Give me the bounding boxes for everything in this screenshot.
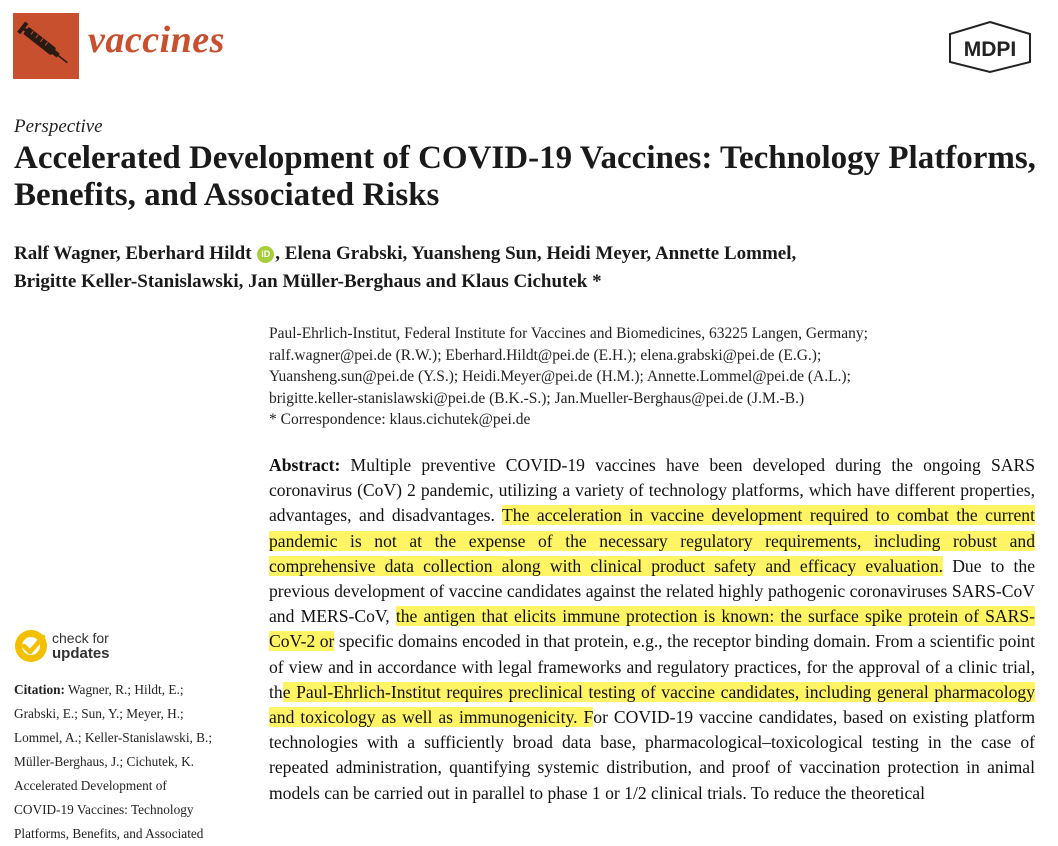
author-list bbox=[14, 240, 1014, 296]
abstract-text: Due to the previous development of vaccine candidates against the related highly pathogenic coronaviruses SARS-CoV and MERS-CoV, bbox=[269, 555, 1036, 627]
citation-line: Lommel, A.; Keller-Stanislawski, B.; bbox=[14, 730, 213, 745]
updates-line2: updates bbox=[52, 645, 110, 662]
abstract-text: specific domains encoded in that protein, e.g., the receptor binding domain. From a scientific point of view and in accordance with legal frameworks and regulatory practices, for the approval of a clinic trial, th bbox=[269, 631, 1035, 702]
citation-line: Grabski, E.; Sun, Y.; Meyer, H.; bbox=[14, 706, 184, 721]
citation-line: Müller-Berghaus, J.; Cichutek, K. bbox=[14, 754, 195, 769]
citation-label: Citation: bbox=[14, 682, 65, 697]
citation-line: Platforms, Benefits, and Associated bbox=[14, 826, 204, 841]
authors-line2: Brigitte Keller-Stanislawski, Jan Müller-Berghaus and Klaus Cichutek * bbox=[14, 271, 602, 292]
journal-logo[interactable] bbox=[13, 13, 79, 79]
publisher-name: MDPI bbox=[963, 38, 1017, 61]
journal-name[interactable]: vaccines bbox=[88, 19, 225, 61]
affiliation-line: Paul-Ehrlich-Institut, Federal Institute for Vaccines and Biomedicines, 63225 Langen, Germany; bbox=[269, 325, 868, 342]
syringe-icon bbox=[13, 13, 79, 79]
updates-line1: check for bbox=[52, 630, 109, 646]
abstract-label: Abstract: bbox=[269, 455, 341, 475]
citation-line: Accelerated Development of bbox=[14, 778, 167, 793]
publisher-logo[interactable] bbox=[948, 20, 1032, 74]
highlighted-text[interactable]: The acceleration in vaccine development required to combat the current pandemic is not at the expense of the necessary regulatory requirements, including robust and comprehensive data collection along with clinical product safety and efficacy evaluation. bbox=[269, 505, 1035, 576]
affiliation-block bbox=[269, 323, 1029, 431]
abstract-text: or COVID-19 vaccine candidates, based on existing platform technologies with a sufficiently broad data base, pharmacological–toxicological testing in the case of repeated administration, quantifying systemic distribution, and proof of vaccination protection in animal models can be carried out in parallel to phase 1 or 1/2 clinical trials. To reduce the theoretical bbox=[269, 707, 1036, 803]
affiliation-line: brigitte.keller-stanislawski@pei.de (B.K.-S.); Jan.Mueller-Berghaus@pei.de (J.M.-B.) bbox=[269, 389, 805, 407]
mdpi-hexagon-icon bbox=[948, 20, 1032, 74]
page-title: Accelerated Development of COVID-19 Vaccines: Technology Platforms, Benefits, and Associated Risks bbox=[14, 140, 1036, 213]
checkmark-icon bbox=[13, 628, 49, 664]
citation-line: COVID-19 Vaccines: Technology bbox=[14, 802, 194, 817]
correspondence-line: * Correspondence: klaus.cichutek@pei.de bbox=[269, 411, 531, 428]
highlighted-text[interactable]: the antigen that elicits immune protection is known: the surface spike protein of SARS-CoV-2 or bbox=[269, 606, 1035, 652]
authors-line1-b: , Elena Grabski, Yuansheng Sun, Heidi Meyer, Annette Lommel, bbox=[275, 243, 797, 264]
highlighted-text[interactable]: e Paul-Ehrlich-Institut requires preclinical testing of vaccine candidates, including general pharmacology and toxicology as well as immunogenicity. F bbox=[269, 681, 1035, 728]
check-for-updates-label[interactable] bbox=[52, 631, 110, 661]
affiliation-line: ralf.wagner@pei.de (R.W.); Eberhard.Hildt@pei.de (E.H.); elena.grabski@pei.de (E.G.); bbox=[269, 346, 822, 364]
citation-line: Wagner, R.; Hildt, E.; bbox=[64, 682, 184, 697]
authors-line1-a: Ralf Wagner, Eberhard Hildt bbox=[14, 243, 252, 264]
abstract bbox=[269, 453, 1035, 806]
affiliation-line: Yuansheng.sun@pei.de (Y.S.); Heidi.Meyer@pei.de (H.M.); Annette.Lommel@pei.de (A.L.); bbox=[269, 368, 851, 385]
abstract-text: Multiple preventive COVID-19 vaccines have been developed during the ongoing SARS coronavirus (CoV) 2 pandemic, utilizing a variety of technology platforms, which have different properties, advantages, and disadvantages. bbox=[269, 455, 1035, 526]
article-type: Perspective bbox=[14, 116, 103, 137]
citation-block bbox=[14, 678, 239, 846]
orcid-icon[interactable]: iD bbox=[257, 246, 274, 263]
